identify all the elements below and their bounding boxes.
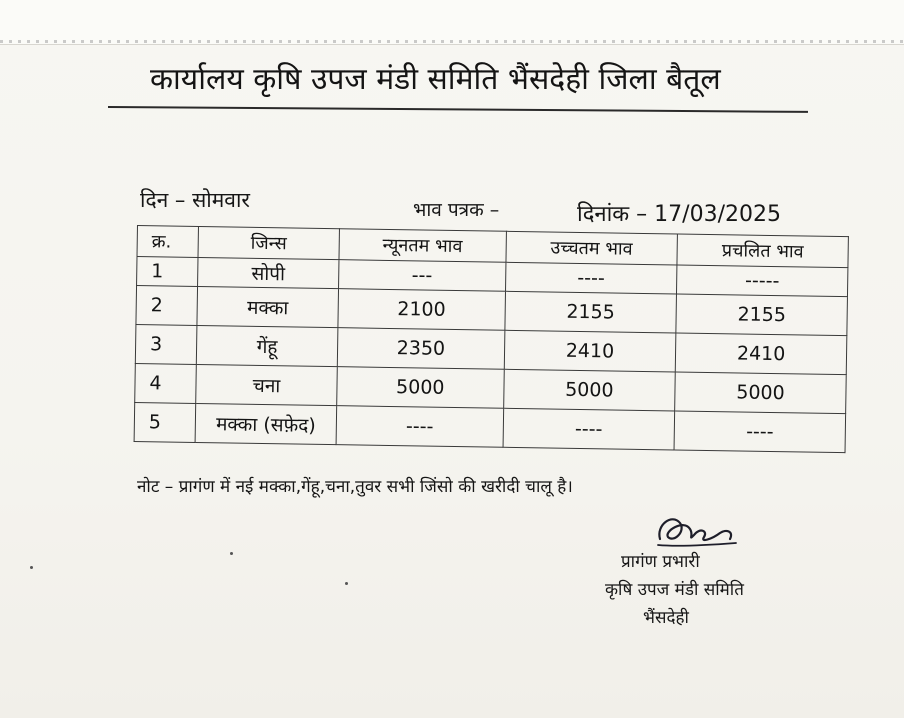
row-modal-price: 5000	[675, 372, 846, 414]
row-serial: 5	[134, 402, 196, 442]
row-max-price: ----	[505, 262, 677, 294]
row-min-price: ----	[336, 406, 503, 448]
row-commodity: सोपी	[198, 257, 339, 288]
row-modal-price: -----	[677, 265, 848, 297]
header-serial: क्र.	[137, 226, 198, 258]
date-label: दिनांक – 17/03/2025	[577, 202, 781, 227]
note-text: नोट – प्रागंण में नई मक्का,गेंहू,चना,तुवर सभी जिंसो की खरीदी चालू है।	[137, 477, 573, 497]
row-serial: 4	[135, 363, 197, 403]
title-underline	[108, 106, 808, 113]
signatory-office: कृषि उपज मंडी समिति	[605, 580, 744, 600]
day-label: दिन – सोमवार	[140, 188, 250, 212]
row-max-price: 2155	[505, 291, 677, 333]
paper-speck	[345, 582, 348, 585]
row-min-price: 5000	[337, 367, 504, 409]
row-min-price: 2350	[337, 328, 504, 370]
row-serial: 3	[135, 324, 197, 364]
row-modal-price: ----	[674, 411, 845, 453]
paper-speck	[230, 552, 233, 555]
row-commodity: मक्का (सफ़ेद)	[195, 403, 337, 444]
row-commodity: गेंहू	[196, 325, 338, 366]
header-min-price: न्यूनतम भाव	[339, 229, 506, 263]
row-max-price: 5000	[503, 369, 675, 411]
header-commodity: जिन्स	[198, 226, 339, 259]
sheet-label: भाव पत्रक –	[413, 199, 500, 221]
signatory-block	[605, 548, 805, 632]
scan-streak	[0, 40, 904, 43]
signatory-place: भैंसदेही	[643, 608, 689, 628]
office-title: कार्यालय कृषि उपज मंडी समिति भैंसदेही जिला बैतूल	[150, 62, 721, 97]
row-min-price: 2100	[338, 289, 505, 331]
row-serial: 1	[137, 257, 198, 287]
paper-top-edge	[0, 0, 904, 45]
row-modal-price: 2410	[675, 333, 846, 375]
header-modal-price: प्रचलित भाव	[677, 234, 848, 268]
header-max-price: उच्चतम भाव	[506, 231, 678, 265]
paper-speck	[30, 566, 33, 569]
row-max-price: 2410	[504, 330, 676, 372]
row-serial: 2	[136, 286, 198, 326]
row-min-price: ---	[339, 260, 506, 292]
row-max-price: ----	[503, 408, 675, 450]
row-commodity: चना	[196, 364, 338, 405]
signatory-designation: प्रागंण प्रभारी	[621, 552, 700, 572]
price-table	[134, 225, 849, 453]
row-modal-price: 2155	[676, 294, 847, 336]
row-commodity: मक्का	[197, 286, 339, 327]
